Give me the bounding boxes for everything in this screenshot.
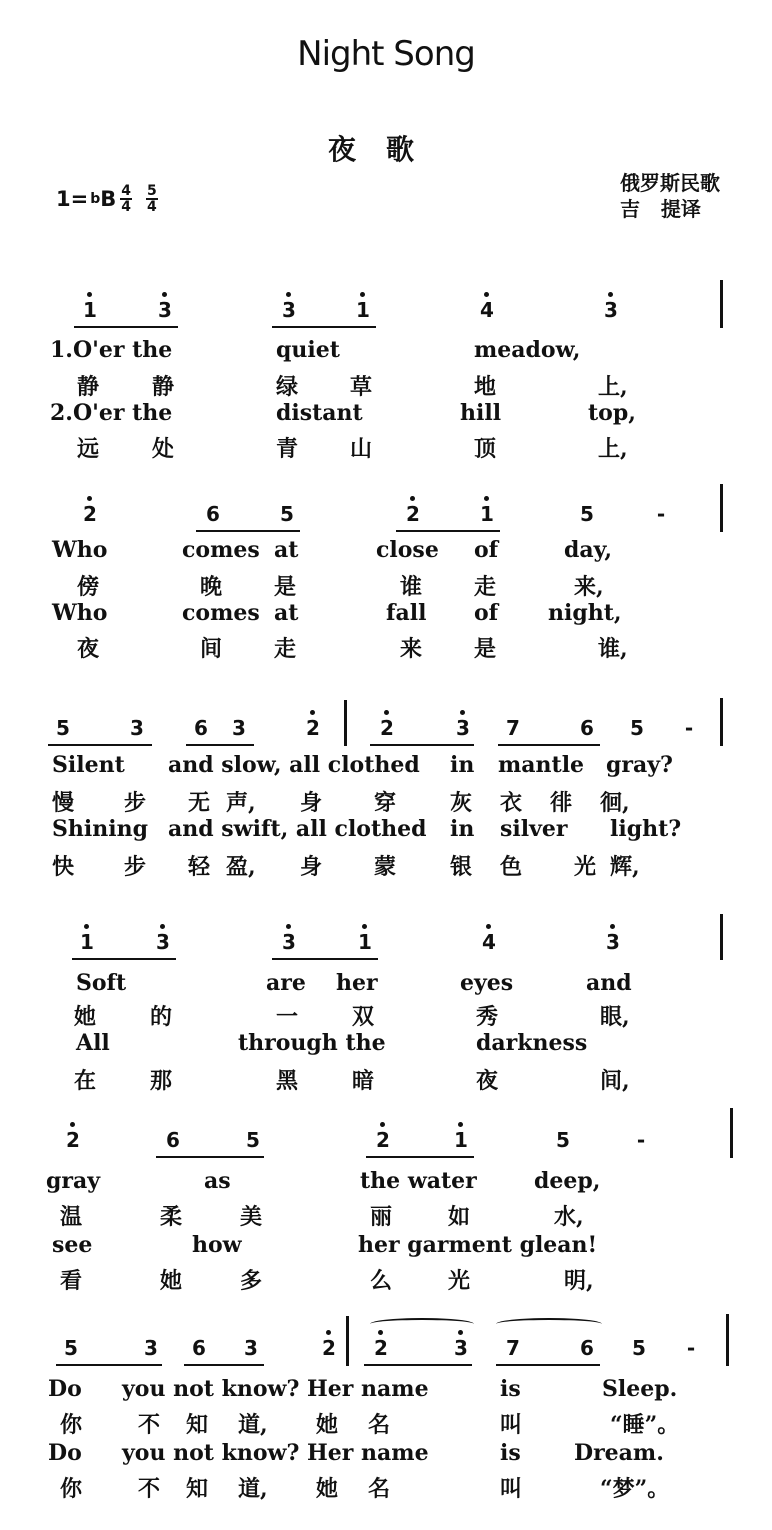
lyric-cn: 那 <box>150 1068 173 1094</box>
lyric-cn: 绿 <box>276 374 299 400</box>
lyric-cn: 美 <box>240 1204 263 1230</box>
lyric-en: and slow, all clothed <box>168 752 420 778</box>
key-note: B <box>100 187 117 211</box>
lyric-en: All <box>76 1030 110 1056</box>
lyric-cn: “梦”。 <box>600 1476 670 1502</box>
lyric-en: silver <box>500 816 568 842</box>
lyric-cn: 谁, <box>598 636 628 662</box>
beam <box>498 744 600 746</box>
lyric-cn: 道, <box>238 1476 268 1502</box>
lyric-en: eyes <box>460 970 514 996</box>
lyric-cn: 是 <box>474 636 497 662</box>
beam <box>370 744 474 746</box>
note: 6 <box>580 1336 594 1360</box>
lyric-en: deep, <box>534 1168 601 1194</box>
lyric-en: see <box>52 1232 93 1258</box>
note: 3 <box>244 1336 258 1360</box>
lyric-en: quiet <box>276 337 340 363</box>
lyric-en: are <box>266 970 306 996</box>
meter-1 <box>120 184 132 214</box>
lyric-cn: 上, <box>598 374 628 400</box>
lyric-en: Who <box>52 600 108 626</box>
lyric-en: gray <box>46 1168 101 1194</box>
lyric-cn: 双 <box>352 1004 375 1030</box>
note: 4 <box>474 298 500 322</box>
lyric-cn: 明, <box>564 1268 594 1294</box>
lyric-cn: 你 <box>60 1412 83 1438</box>
lyric-cn: 夜 <box>77 636 100 662</box>
lyric-cn: 秀 <box>476 1004 499 1030</box>
lyric-en: mantle <box>498 752 585 778</box>
lyric-en: and <box>586 970 632 996</box>
note: 2 <box>60 1128 86 1152</box>
barline <box>346 1316 349 1366</box>
note: 4 <box>476 930 502 954</box>
lyric-cn: 么 <box>370 1268 393 1294</box>
note: 5 <box>246 1128 260 1152</box>
meter-2-top: 5 <box>147 183 157 199</box>
lyric-cn: 处 <box>152 436 175 462</box>
note: 3 <box>150 930 176 954</box>
note: 2 <box>316 1336 342 1360</box>
lyric-cn: 光 <box>448 1268 471 1294</box>
barline <box>720 698 723 746</box>
lyric-cn: 谁 <box>400 574 423 600</box>
lyric-cn: 你 <box>60 1476 83 1502</box>
lyric-en: Silent <box>52 752 125 778</box>
lyric-en: at <box>274 600 299 626</box>
note: 1 <box>474 502 500 526</box>
lyric-cn: 地 <box>474 374 497 400</box>
beam <box>48 744 152 746</box>
lyric-cn: 声, <box>226 790 256 816</box>
tie <box>370 1318 474 1330</box>
note: 6 <box>192 1336 206 1360</box>
lyric-cn: 叫 <box>500 1412 523 1438</box>
lyric-en: Do <box>48 1376 82 1402</box>
note: 3 <box>276 930 302 954</box>
lyric-en: Shining <box>52 816 148 842</box>
lyric-en: is <box>500 1376 521 1402</box>
lyric-en: meadow, <box>474 337 581 363</box>
lyric-cn: “睡”。 <box>610 1412 680 1438</box>
lyric-cn: 步 <box>124 854 147 880</box>
lyric-en: comes <box>182 600 260 626</box>
note: 2 <box>374 716 400 740</box>
note: 3 <box>276 298 302 322</box>
note: - <box>656 502 666 526</box>
lyric-en: you not know? Her name <box>122 1376 429 1402</box>
lyric-en: in <box>450 752 475 778</box>
lyric-cn: 色 <box>500 854 523 880</box>
lyric-en: light? <box>610 816 682 842</box>
lyric-cn: 穿 <box>374 790 397 816</box>
note: 5 <box>632 1336 646 1360</box>
lyric-en: gray? <box>606 752 673 778</box>
barline <box>726 1314 729 1366</box>
beam <box>272 326 376 328</box>
lyric-en: of <box>474 537 499 563</box>
note: - <box>684 716 694 740</box>
note: 6 <box>166 1128 180 1152</box>
lyric-cn: 走 <box>274 636 297 662</box>
lyric-cn: 静 <box>152 374 175 400</box>
lyric-cn: 一 <box>276 1004 299 1030</box>
note: 1 <box>448 1128 474 1152</box>
barline <box>720 914 723 960</box>
lyric-en: fall <box>386 600 427 626</box>
lyric-cn: 来 <box>400 636 423 662</box>
lyric-en: night, <box>548 600 622 626</box>
note: 1 <box>350 298 376 322</box>
lyric-en: Soft <box>76 970 127 996</box>
lyric-en: of <box>474 600 499 626</box>
lyric-en: the water <box>360 1168 477 1194</box>
lyric-en: darkness <box>476 1030 588 1056</box>
lyric-en: close <box>376 537 439 563</box>
lyric-en: her <box>336 970 378 996</box>
lyric-cn: 晚 <box>200 574 223 600</box>
lyric-cn: 水, <box>554 1204 584 1230</box>
note: 5 <box>630 716 644 740</box>
lyric-en: at <box>274 537 299 563</box>
note: 1 <box>77 298 103 322</box>
lyric-cn: 身 <box>300 854 323 880</box>
note: 3 <box>144 1336 158 1360</box>
lyric-cn: 快 <box>52 854 75 880</box>
lyric-cn: 名 <box>368 1412 391 1438</box>
lyric-cn: 间 <box>200 636 223 662</box>
note: 5 <box>280 502 294 526</box>
lyric-en: 1.O'er the <box>50 337 173 363</box>
lyric-cn: 上, <box>598 436 628 462</box>
lyric-en: hill <box>460 400 502 426</box>
lyric-cn: 顶 <box>474 436 497 462</box>
meter-2 <box>146 184 158 214</box>
note: 2 <box>370 1128 396 1152</box>
tie <box>496 1318 602 1330</box>
beam <box>196 530 300 532</box>
lyric-cn: 柔 <box>160 1204 183 1230</box>
beam <box>184 1364 264 1366</box>
lyric-en: in <box>450 816 475 842</box>
lyric-cn: 轻 <box>188 854 211 880</box>
beam <box>364 1364 472 1366</box>
note: 6 <box>580 716 594 740</box>
lyric-cn: 身 <box>300 790 323 816</box>
note: 1 <box>74 930 100 954</box>
lyric-en: Sleep. <box>602 1376 678 1402</box>
lyric-cn: 暗 <box>352 1068 375 1094</box>
barline <box>720 484 723 532</box>
lyric-cn: 青 <box>276 436 299 462</box>
note: 3 <box>600 930 626 954</box>
lyric-cn: 如 <box>448 1204 471 1230</box>
lyric-en: Dream. <box>574 1440 664 1466</box>
lyric-cn: 走 <box>474 574 497 600</box>
lyric-en: day, <box>564 537 612 563</box>
note: 3 <box>448 1336 474 1360</box>
note: 5 <box>64 1336 78 1360</box>
barline <box>730 1108 733 1158</box>
beam <box>272 958 378 960</box>
note: 7 <box>506 1336 520 1360</box>
lyric-cn: 山 <box>350 436 373 462</box>
lyric-cn: 看 <box>60 1268 83 1294</box>
key-prefix: 1= <box>56 187 89 211</box>
lyric-cn: 不 <box>138 1412 161 1438</box>
beam <box>496 1364 600 1366</box>
lyric-cn: 蒙 <box>374 854 397 880</box>
lyric-cn: 步 <box>124 790 147 816</box>
beam <box>72 958 176 960</box>
lyric-cn: 在 <box>74 1068 97 1094</box>
lyric-cn: 名 <box>368 1476 391 1502</box>
barline <box>720 280 723 328</box>
lyric-cn: 傍 <box>77 574 100 600</box>
lyric-cn: 夜 <box>476 1068 499 1094</box>
lyric-en: you not know? Her name <box>122 1440 429 1466</box>
lyric-cn: 知 <box>186 1476 209 1502</box>
beam <box>56 1364 162 1366</box>
key-signature <box>56 184 158 214</box>
lyric-cn: 徘 <box>550 790 573 816</box>
lyric-cn: 静 <box>77 374 100 400</box>
lyric-cn: 丽 <box>370 1204 393 1230</box>
beam <box>366 1156 474 1158</box>
lyric-cn: 她 <box>316 1476 339 1502</box>
lyric-cn: 不 <box>138 1476 161 1502</box>
lyric-cn: 道, <box>238 1412 268 1438</box>
lyric-cn: 温 <box>60 1204 83 1230</box>
lyric-cn: 眼, <box>600 1004 630 1030</box>
lyric-cn: 慢 <box>52 790 75 816</box>
lyric-cn: 间, <box>600 1068 630 1094</box>
credit-line-2: 吉 提译 <box>620 197 701 221</box>
note: 3 <box>598 298 624 322</box>
note: 6 <box>206 502 220 526</box>
lyric-en: as <box>204 1168 231 1194</box>
lyric-cn: 的 <box>150 1004 173 1030</box>
note: - <box>686 1336 696 1360</box>
lyric-en: and swift, all clothed <box>168 816 427 842</box>
meter-2-bottom: 4 <box>147 199 157 215</box>
beam <box>156 1156 264 1158</box>
lyric-cn: 徊, <box>600 790 630 816</box>
meter-1-bottom: 4 <box>121 199 132 215</box>
lyric-en: top, <box>588 400 636 426</box>
beam <box>186 744 254 746</box>
note: 7 <box>506 716 520 740</box>
lyric-cn: 是 <box>274 574 297 600</box>
lyric-cn: 她 <box>74 1004 97 1030</box>
lyric-cn: 无 <box>188 790 211 816</box>
lyric-cn: 来, <box>574 574 604 600</box>
lyric-cn: 衣 <box>500 790 523 816</box>
note: 3 <box>152 298 178 322</box>
lyric-en: comes <box>182 537 260 563</box>
note: 3 <box>450 716 476 740</box>
credit-line-1: 俄罗斯民歌 <box>620 171 720 195</box>
lyric-en: distant <box>276 400 363 426</box>
lyric-cn: 她 <box>160 1268 183 1294</box>
lyric-cn: 灰 <box>450 790 473 816</box>
lyric-cn: 叫 <box>500 1476 523 1502</box>
lyric-cn: 远 <box>77 436 100 462</box>
note: 6 <box>194 716 208 740</box>
beam <box>396 530 500 532</box>
credits <box>620 170 720 222</box>
note: 5 <box>580 502 594 526</box>
lyric-en: Who <box>52 537 108 563</box>
song-title: Night Song <box>297 34 475 74</box>
lyric-en: her garment glean! <box>358 1232 598 1258</box>
key-flat: b <box>90 191 101 207</box>
lyric-cn: 她 <box>316 1412 339 1438</box>
lyric-cn: 草 <box>350 374 373 400</box>
meter-1-top: 4 <box>121 183 132 199</box>
lyric-cn: 辉, <box>610 854 640 880</box>
lyric-cn: 银 <box>450 854 473 880</box>
lyric-cn: 知 <box>186 1412 209 1438</box>
beam <box>74 326 178 328</box>
lyric-cn: 多 <box>240 1268 263 1294</box>
note: 2 <box>368 1336 394 1360</box>
lyric-en: is <box>500 1440 521 1466</box>
note: - <box>636 1128 646 1152</box>
note: 3 <box>130 716 144 740</box>
lyric-cn: 盈, <box>226 854 256 880</box>
lyric-cn: 光 <box>574 854 597 880</box>
song-subtitle: 夜歌 <box>327 133 444 166</box>
lyric-en: Do <box>48 1440 82 1466</box>
lyric-en: how <box>192 1232 242 1258</box>
notes-row <box>0 496 772 536</box>
note: 1 <box>352 930 378 954</box>
note: 5 <box>556 1128 570 1152</box>
note: 5 <box>56 716 70 740</box>
note: 3 <box>232 716 246 740</box>
lyric-en: through the <box>238 1030 386 1056</box>
note: 2 <box>300 716 326 740</box>
note: 2 <box>77 502 103 526</box>
barline <box>344 700 347 746</box>
lyric-en: 2.O'er the <box>50 400 173 426</box>
note: 2 <box>400 502 426 526</box>
lyric-cn: 黑 <box>276 1068 299 1094</box>
